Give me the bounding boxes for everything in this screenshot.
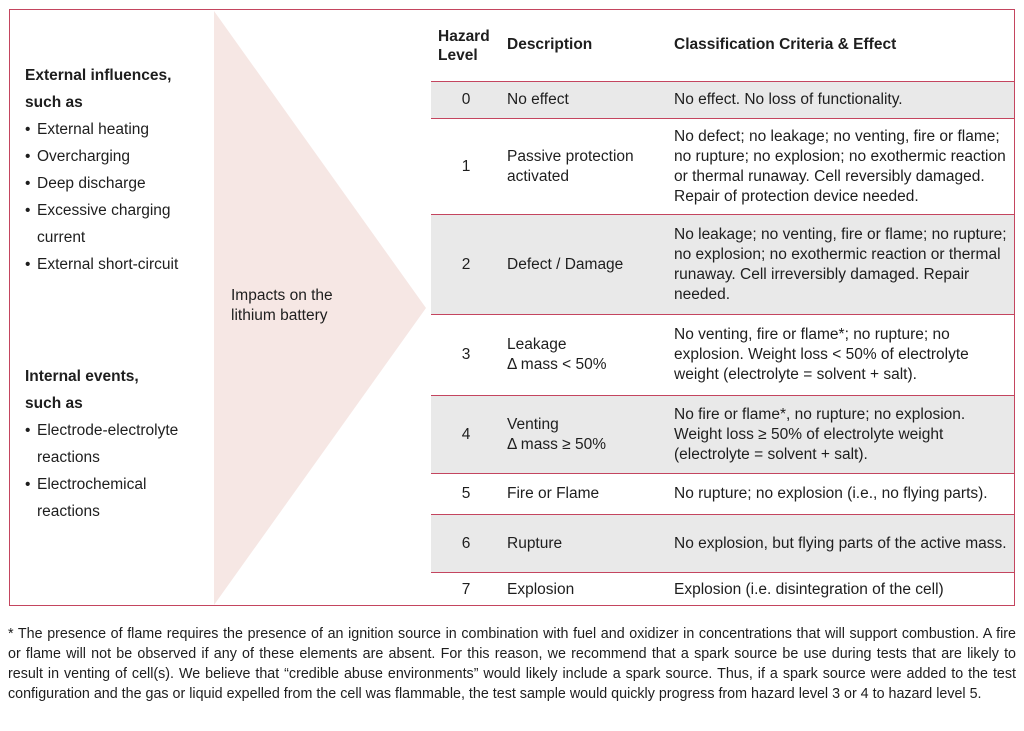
impacts-label-line-1: Impacts on the [231, 287, 333, 304]
description-cell [507, 215, 667, 314]
external-item: • External heating [25, 116, 210, 143]
external-influences-list [25, 116, 210, 278]
header-criteria: Classification Criteria & Effect [674, 36, 897, 53]
external-item: • External short-circuit [25, 251, 210, 278]
table-header-row [431, 22, 1014, 81]
internal-item-continuation: reactions [37, 449, 100, 466]
external-heading-line-2: such as [25, 94, 83, 111]
description-cell [507, 82, 667, 118]
hazard-level-cell: 1 [461, 157, 471, 175]
hazard-level-cell: 0 [461, 91, 471, 108]
internal-events-group [25, 363, 210, 525]
description-cell [507, 396, 667, 473]
hazard-level-cell: 6 [461, 534, 471, 552]
table-row [431, 395, 1014, 473]
internal-item-text: Electrode-electrolyte [37, 422, 179, 439]
hazard-level-cell: 7 [461, 580, 471, 598]
description-cell [507, 474, 667, 514]
external-item-text: Excessive charging [37, 202, 171, 219]
criteria-cell: No venting, fire or flame*; no rupture; no explosion. Weight loss < 50% of electrolyte weight (electrolyte = solvent + salt). [674, 326, 969, 383]
criteria-cell: No explosion, but flying parts of the active mass. [674, 534, 1007, 552]
description-line: Passive protection [507, 147, 634, 165]
criteria-cell: No leakage; no venting, fire or flame; no rupture; no explosion; no exothermic reaction or thermal runaway. Cell irreversibly damaged. Repair needed. [674, 225, 1007, 303]
external-item [25, 197, 210, 251]
internal-heading-line-2: such as [25, 395, 83, 412]
description-cell [507, 119, 667, 214]
criteria-cell: No fire or flame*, no rupture; no explosion. Weight loss ≥ 50% of electrolyte weight (electrolyte = solvent + salt). [674, 405, 966, 463]
description-line: Explosion [507, 580, 575, 598]
description-line: Rupture [507, 534, 563, 552]
table-row [431, 214, 1014, 314]
description-line: Fire or Flame [507, 485, 600, 502]
impacts-label [231, 286, 371, 326]
header-hazard-level [438, 27, 504, 65]
description-cell [507, 573, 667, 606]
external-item: • Deep discharge [25, 170, 210, 197]
table-row [431, 81, 1014, 118]
description-line: Δ mass ≥ 50% [507, 435, 606, 453]
description-line: activated [507, 167, 570, 185]
hazard-level-cell: 5 [461, 485, 471, 502]
table-row [431, 314, 1014, 395]
description-line: Venting [507, 415, 559, 433]
criteria-cell: No rupture; no explosion (i.e., no flying parts). [674, 485, 988, 502]
table-row [431, 118, 1014, 214]
external-heading-line-1: External influences, [25, 67, 172, 84]
description-line: Leakage [507, 336, 567, 353]
description-line: Defect / Damage [507, 255, 624, 273]
internal-events-list [25, 417, 210, 525]
internal-item-continuation: reactions [37, 503, 100, 520]
external-item-continuation: current [37, 229, 86, 246]
internal-heading-line-1: Internal events, [25, 368, 139, 385]
internal-item [25, 471, 210, 525]
hazard-level-table [431, 22, 1014, 606]
hazard-level-cell: 3 [461, 346, 471, 363]
header-hazard-line-2: Level [438, 47, 478, 64]
description-cell [507, 515, 667, 572]
criteria-cell: No defect; no leakage; no venting, fire or flame; no rupture; no explosion; no exothermic reaction or thermal runaway. Cell reversibly damaged. Repair of protection device needed. [674, 127, 1006, 205]
header-description: Description [507, 36, 593, 53]
description-line: Δ mass < 50% [507, 356, 607, 373]
external-item: • Overcharging [25, 143, 210, 170]
external-influences-group [25, 62, 210, 278]
description-cell [507, 315, 667, 395]
header-hazard-line-1: Hazard [438, 28, 490, 45]
internal-item [25, 417, 210, 471]
description-line: No effect [507, 91, 569, 108]
impacts-label-line-2: lithium battery [231, 307, 328, 324]
table-row [431, 473, 1014, 514]
hazard-level-cell: 4 [461, 425, 471, 443]
criteria-cell: Explosion (i.e. disintegration of the cell) [674, 580, 944, 598]
criteria-cell: No effect. No loss of functionality. [674, 91, 903, 108]
footnote: * The presence of flame requires the presence of an ignition source in combination with fuel and oxidizer in concentrations that will support combustion. A fire or flame will not be observed if any of these elements are absent. For this reason, we recommend that a spark source be use during tests that are likely to result in venting of cell(s). We believe that “credible abuse environments” would likely include a spark source. Thus, if a spark source were added to the test configuration and the gas or liquid expelled from the cell was flammable, the test sample would quickly progress from hazard level 3 or 4 to hazard level 5. [8, 626, 1016, 702]
internal-item-text: Electrochemical [37, 476, 147, 493]
hazard-level-cell: 2 [461, 255, 471, 273]
table-row [431, 514, 1014, 572]
table-row [431, 572, 1014, 606]
